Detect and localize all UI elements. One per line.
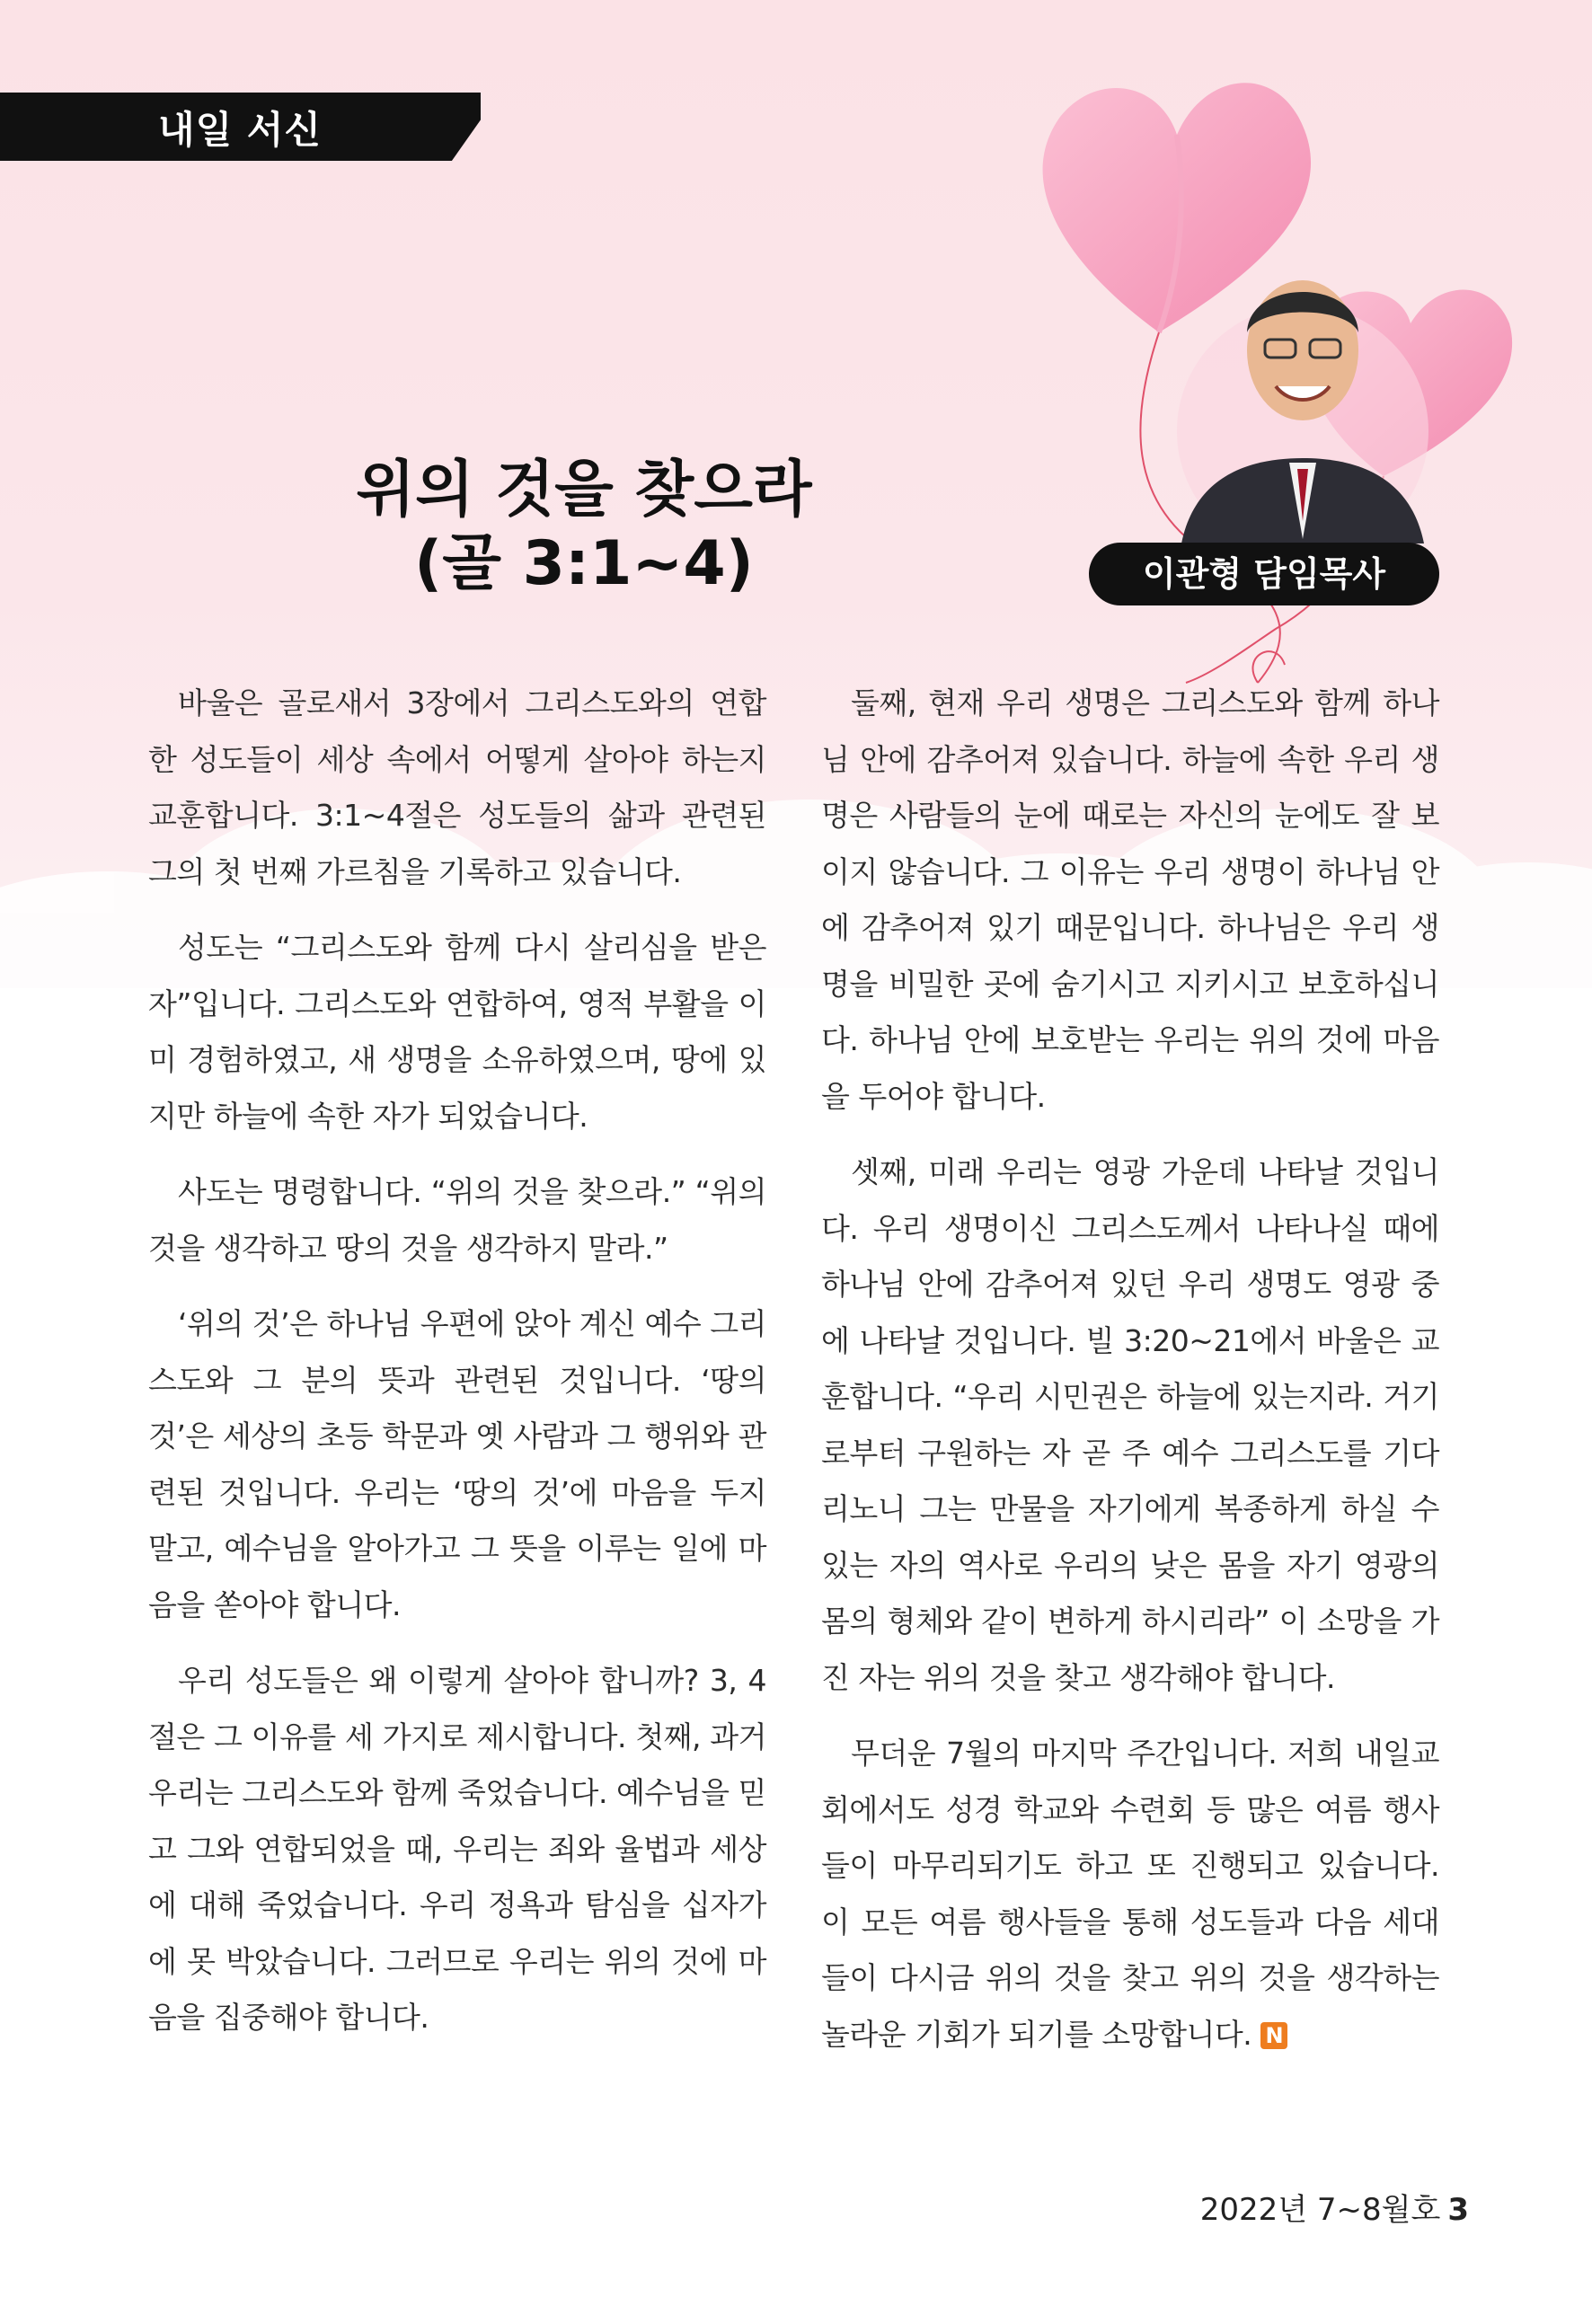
paragraph-last <box>821 1726 1439 2063</box>
section-label: 내일 서신 <box>158 108 322 152</box>
right-column <box>821 676 1439 2082</box>
paragraph: 사도는 명령합니다. “위의 것을 찾으라.” “위의 것을 생각하고 땅의 것을 생각하지 말라.” <box>148 1174 766 1266</box>
paragraph-text: 무더운 7월의 마지막 주간입니다. 저희 내일교회에서도 성경 학교와 수련회 등 많은 여름 행사들이 마무리되기도 하고 또 진행되고 있습니다. 이 모든 여름 행사들을 통해 성도들과 다음 세대들이 다시금 위의 것을 찾고 위의 것을 생각하는 놀라운 기회가 되기를 소망합니다. <box>821 1736 1439 2052</box>
title-line-1: 위의 것을 찾으라 <box>356 455 812 526</box>
paragraph: ‘위의 것’은 하나님 우편에 앉아 계신 예수 그리스도와 그 분의 뜻과 관련된 것입니다. ‘땅의 것’은 세상의 초등 학문과 옛 사람과 그 행위와 관련된 것입니다. 우리는 ‘땅의 것’에 마음을 두지 말고, 예수님을 알아가고 그 뜻을 이루는 일에 마음을 쏟아야 합니다. <box>148 1306 766 1622</box>
paragraph: 셋째, 미래 우리는 영광 가운데 나타날 것입니다. 우리 생명이신 그리스도께서 나타나실 때에 하나님 안에 감추어져 있던 우리 생명도 영광 중에 나타날 것입니다. 빌 3:20~21에서 바울은 교훈합니다. “우리 시민권은 하늘에 있는지라. 거기로부터 구원하는 자 곧 주 예수 그리스도를 기다리노니 그는 만물을 자기에게 복종하게 하실 수 있는 자의 역사로 우리의 낮은 몸을 자기 영광의 몸의 형체와 같이 변하게 하시리라” 이 소망을 가진 자는 위의 것을 찾고 생각해야 합니다. <box>821 1154 1439 1695</box>
issue-label: 2022년 7~8월호 <box>1199 2192 1441 2228</box>
page-title <box>270 454 898 601</box>
page-number: 3 <box>1447 2192 1469 2228</box>
heart-balloons-illustration <box>979 54 1590 719</box>
paragraph: 바울은 골로새서 3장에서 그리스도와의 연합한 성도들이 세상 속에서 어떻게 살아야 하는지 교훈합니다. 3:1~4절은 성도들의 삶과 관련된 그의 첫 번째 가르침을 기록하고 있습니다. <box>148 685 766 889</box>
title-line-2: (골 3:1~4) <box>414 528 754 599</box>
page-footer <box>1200 2185 1469 2229</box>
author-name: 이관형 담임목사 <box>1142 554 1386 594</box>
paragraph: 둘째, 현재 우리 생명은 그리스도와 함께 하나님 안에 감추어져 있습니다. 하늘에 속한 우리 생명은 사람들의 눈에 때로는 자신의 눈에도 잘 보이지 않습니다. 그 이유는 우리 생명이 하나님 안에 감추어져 있기 때문입니다. 하나님은 우리 생명을 비밀한 곳에 숨기시고 지키시고 보호하십니다. 하나님 안에 보호받는 우리는 위의 것에 마음을 두어야 합니다. <box>821 685 1439 1114</box>
paragraph: 우리 성도들은 왜 이렇게 살아야 합니까? 3, 4절은 그 이유를 세 가지로 제시합니다. 첫째, 과거 우리는 그리스도와 함께 죽었습니다. 예수님을 믿고 그와 연합되었을 때, 우리는 죄와 율법과 세상에 대해 죽었습니다. 우리 정욕과 탐심을 십자가에 못 박았습니다. 그러므로 우리는 위의 것에 마음을 집중해야 합니다. <box>148 1663 766 2035</box>
left-column <box>148 676 766 2066</box>
paragraph: 성도는 “그리스도와 함께 다시 살리심을 받은 자”입니다. 그리스도와 연합하여, 영적 부활을 이미 경험하였고, 새 생명을 소유하였으며, 땅에 있지만 하늘에 속한 자가 되었습니다. <box>148 930 766 1134</box>
end-mark-icon: N <box>1260 2022 1287 2049</box>
